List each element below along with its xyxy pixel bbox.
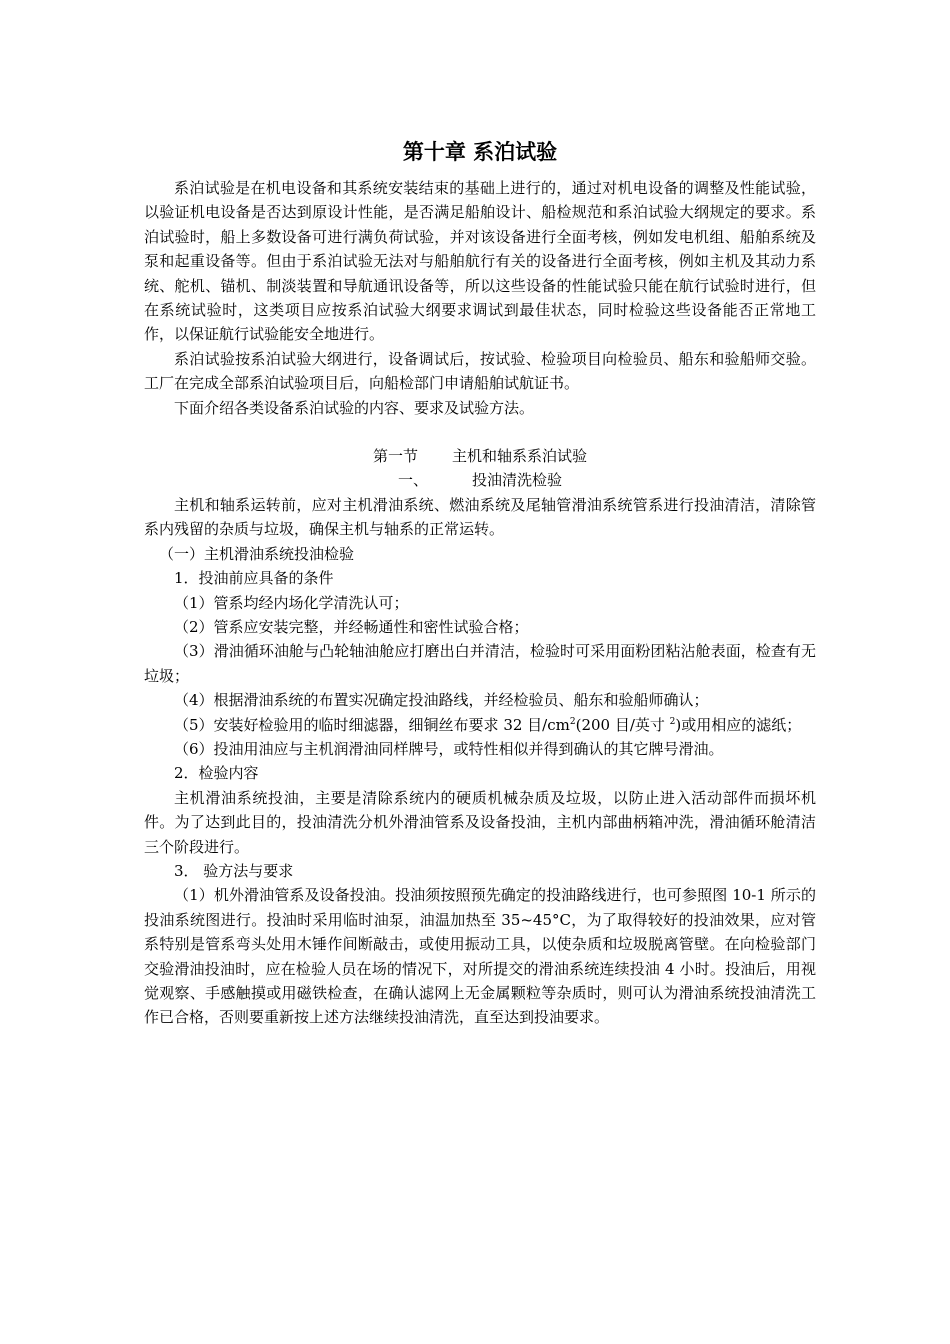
condition-3: （3）滑油循环油舱与凸轮轴油舱应打磨出白并清洁，检验时可采用面粉团粘沾舱表面，检查有无垃圾；	[144, 642, 816, 685]
condition-6: （6）投油用油应与主机润滑油同样牌号，或特性相似并得到确认的其它牌号滑油。	[174, 739, 724, 758]
document-page	[144, 134, 816, 1030]
subsection-intro: 主机和轴系运转前，应对主机滑油系统、燃油系统及尾轴管滑油系统管系进行投油清洁，清除管系内残留的杂质与垃圾，确保主机与轴系的正常运转。	[144, 495, 816, 539]
subsection-heading	[144, 468, 816, 492]
condition-5-part-b: (200 目/英寸	[575, 715, 670, 734]
item3-text: （1）机外滑油管系及设备投油。投油须按照预先确定的投油路线进行，也可参照图 10-1 所示的投油系统图进行。投油时采用临时油泵，油温加热至 35~45°C，为了取得较好的投油效果，应对管系特别是管系弯头处用木锤作间断敲击，或使用振动工具，以使杂质和垃圾脱离管壁。在向检验部门交验滑油投油时，应在检验人员在场的情况下，对所提交的滑油系统连续投油 4 小时。投油后，用视觉观察、手感触摸或用磁铁检查，在确认滤网上无金属颗粒等杂质时，则可认为滑油系统投油清洗工作已合格，否则要重新按上述方法继续投油清洗，直至达到投油要求。	[144, 886, 816, 1027]
chapter-title: 第十章 系泊试验	[402, 140, 558, 164]
intro-paragraph-3: 下面介绍各类设备系泊试验的内容、要求及试验方法。	[174, 398, 535, 417]
section-spacer	[144, 420, 816, 444]
condition-2: （2）管系应安装完整，并经畅通性和密性试验合格；	[174, 617, 529, 636]
intro-paragraph-1: 系泊试验是在机电设备和其系统安装结束的基础上进行的，通过对机电设备的调整及性能试验，以验证机电设备是否达到原设计性能，是否满足船舶设计、船检规范和系泊试验大纲规定的要求。系泊试验时，船上多数设备可进行满负荷试验，并对该设备进行全面考核，例如发电机组、船舶系统及泵和起重设备等。但由于系泊试验无法对与船舶航行有关的设备进行全面考核，例如主机及其动力系统、舵机、锚机、制淡装置和导航通讯设备等，所以这些设备的性能试验只能在航行试验时进行，但在系统试验时，这类项目应按系泊试验大纲要求调试到最佳状态，同时检验这些设备能否正常地工作，以保证航行试验能安全地进行。	[144, 179, 816, 344]
subsection-title: 投油清洗检验	[472, 471, 563, 490]
part1-heading: （一）主机滑油系统投油检验	[159, 544, 355, 563]
subsection-number: 一、	[397, 471, 428, 490]
condition-5-part-c: )或用相应的滤纸；	[675, 715, 802, 734]
item3-heading: 3． 验方法与要求	[174, 861, 294, 880]
condition-5	[144, 713, 816, 737]
section-title: 主机和轴系系泊试验	[452, 447, 588, 466]
condition-5-sup-1: 2	[569, 716, 576, 727]
condition-4: （4）根据滑油系统的布置实况确定投油路线，并经检验员、船东和验船师确认；	[174, 691, 709, 710]
item2-text: 主机滑油系统投油，主要是清除系统内的硬质机械杂质及垃圾，以防止进入活动部件而损坏机件。为了达到此目的，投油清洗分机外滑油管系及设备投油，主机内部曲柄箱冲洗，滑油循环舱清洁三个阶段进行。	[144, 788, 816, 856]
condition-1: （1）管系均经内场化学清洗认可；	[174, 593, 409, 612]
section-number: 第一节	[372, 447, 418, 466]
item2-heading: 2．检验内容	[174, 764, 259, 783]
condition-5-part-a: （5）安装好检验用的临时细滤器，细铜丝布要求 32 目/cm	[174, 715, 570, 734]
item1-heading: 1．投油前应具备的条件	[174, 569, 334, 588]
intro-paragraph-2: 系泊试验按系泊试验大纲进行，设备调试后，按试验、检验项目向检验员、船东和验船师交验。工厂在完成全部系泊试验项目后，向船检部门申请船舶试航证书。	[144, 349, 816, 393]
condition-5-sup-2: 2	[669, 716, 676, 727]
section-heading	[144, 444, 816, 468]
